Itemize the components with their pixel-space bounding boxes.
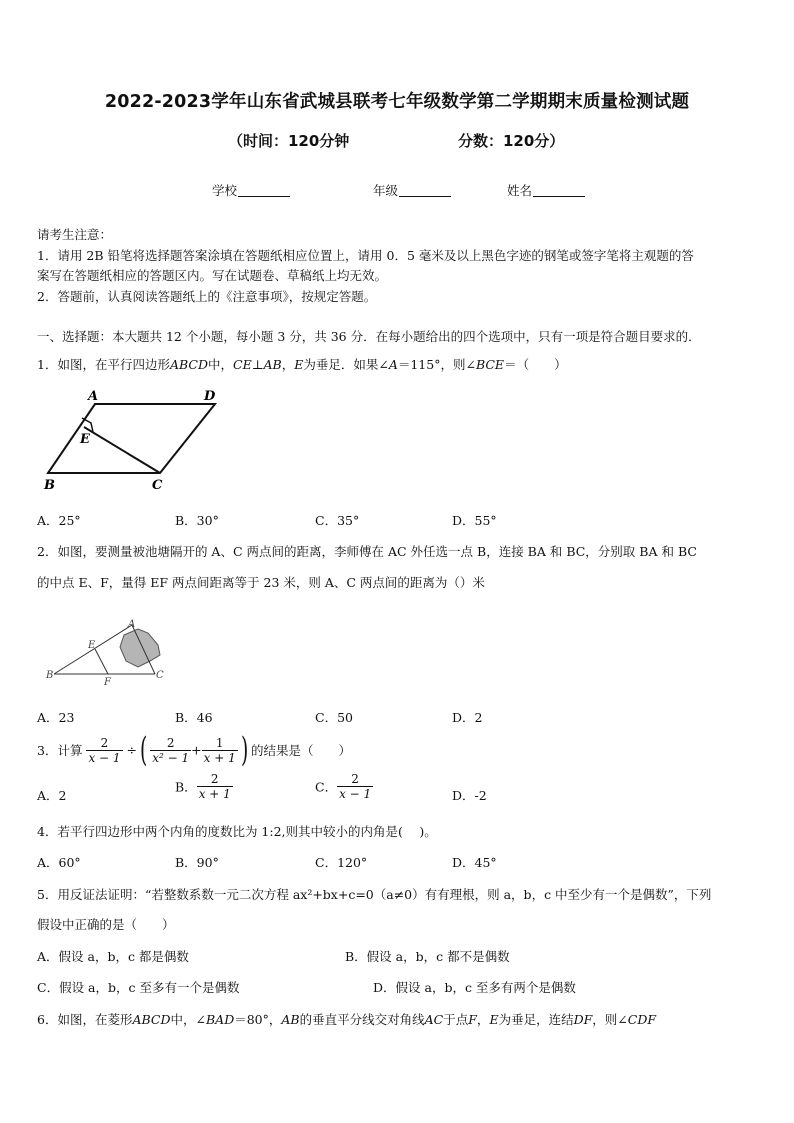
q5-option-b[interactable]: B．假设 a，b，c 都不是偶数 — [345, 949, 510, 964]
q6-ac: AC — [424, 1012, 444, 1027]
q4-option-d[interactable]: D．45° — [452, 855, 497, 870]
q2-option-c[interactable]: C．50 — [315, 710, 353, 725]
q1-option-b[interactable]: B．30° — [175, 513, 219, 528]
q3-option-b[interactable] — [175, 772, 233, 801]
q1-text: 如图，在平行四边形 — [57, 357, 170, 372]
q1-bce: BCE — [475, 357, 505, 372]
q4-option-a[interactable]: A．60° — [37, 855, 81, 870]
q3-fraction-1 — [86, 736, 122, 765]
notes-heading: 请考生注意： — [37, 227, 113, 242]
q4-option-c[interactable]: C．120° — [315, 855, 368, 870]
school-label: 学校 — [212, 183, 238, 198]
q1-abcd: ABCD — [169, 357, 208, 372]
q3-option-c-fraction — [337, 772, 373, 801]
q5-option-d[interactable]: D．假设 a，b，c 至多有两个是偶数 — [373, 980, 576, 995]
q3-suffix: 的结果是（ ） — [251, 743, 352, 758]
q6-text: ，则∠ — [592, 1012, 628, 1027]
q1-ab: AB — [263, 357, 282, 372]
q3-f2-num: 2 — [150, 736, 191, 751]
q3-f3-num: 1 — [202, 736, 238, 751]
q6-text: 中，∠ — [170, 1012, 206, 1027]
q1-number: 1． — [37, 357, 58, 372]
q3-f3-den: x + 1 — [203, 750, 236, 765]
note-line-2: 2．答题前，认真阅读答题纸上的《注意事项》，按规定答题。 — [37, 289, 377, 304]
section-heading: 一、选择题：本大题共 12 个小题，每小题 3 分，共 36 分．在每小题给出的四个选项中，只有一项是符合题目要求的． — [37, 329, 701, 344]
q1-label-c: C — [152, 478, 163, 493]
time-label: （时间：120分钟 — [228, 132, 350, 150]
q6-abcd: ABCD — [132, 1012, 171, 1027]
grade-blank[interactable] — [399, 184, 451, 197]
q3-div: ÷ — [126, 742, 137, 758]
q3-f2-den: x² − 1 — [152, 750, 190, 765]
grade-label: 年级 — [373, 183, 399, 198]
q1-option-d[interactable]: D．55° — [452, 513, 497, 528]
q3-option-a[interactable]: A．2 — [37, 788, 67, 803]
q2-label-e: E — [88, 640, 96, 651]
q6-bad: BAD — [205, 1012, 235, 1027]
note-line-1: 1．请用 2B 铅笔将选择题答案涂填在答题纸相应位置上，请用 0．5 毫米及以上黑色字迹的钢笔或签字笔将主观题的答 — [37, 248, 694, 263]
q5-option-c[interactable]: C．假设 a，b，c 至多有一个是偶数 — [37, 980, 240, 995]
q1-perp: ⊥ — [251, 357, 264, 372]
q3-option-c-den: x − 1 — [339, 787, 372, 801]
q2-option-d[interactable]: D．2 — [452, 710, 483, 725]
q2-label-f: F — [104, 677, 111, 685]
q4-stem: 4．若平行四边形中两个内角的度数比为 1:2,则其中较小的内角是( )。 — [37, 824, 437, 839]
q1-option-c[interactable]: C．35° — [315, 513, 360, 528]
q6-text: 为垂足，连结 — [498, 1012, 574, 1027]
q2-label-a: A — [128, 619, 136, 630]
q1-label-b: B — [44, 478, 55, 493]
q4-option-b[interactable]: B．90° — [175, 855, 219, 870]
q3-left-paren: ( — [139, 730, 148, 770]
score-label: 分数：120分） — [458, 132, 565, 150]
school-field — [212, 181, 290, 199]
q3-option-b-fraction — [197, 772, 233, 801]
q6-text: 于点 — [443, 1012, 469, 1027]
q1-text: 中， — [208, 357, 234, 372]
q1-text: 为垂足．如果∠ — [303, 357, 389, 372]
q6-text: ， — [476, 1012, 490, 1027]
q1-label-d: D — [204, 389, 216, 404]
q3-prefix: 3．计算 — [37, 743, 83, 758]
q5-line-2: 假设中正确的是（ ） — [37, 917, 175, 932]
q5-line-1: 5．用反证法证明：“若整数系数一元二次方程 ax²+bx+c=0（a≠0）有有理根，则 a，b，c 中至少有一个是偶数”，下列 — [37, 887, 712, 902]
q1-label-e: E — [80, 432, 90, 447]
q5-option-a[interactable]: A．假设 a，b，c 都是偶数 — [37, 949, 189, 964]
q1-a: A — [388, 357, 398, 372]
q1-option-a[interactable]: A．25° — [37, 513, 81, 528]
q2-label-b: B — [46, 670, 54, 681]
note-line-1b: 案写在答题纸相应的答题区内。写在试题卷、草稿纸上均无效。 — [37, 268, 388, 283]
q3-right-paren: ) — [240, 730, 249, 770]
q1-text: ， — [281, 357, 295, 372]
page-title: 2022-2023学年山东省武城县联考七年级数学第二学期期末质量检测试题 — [104, 92, 690, 112]
q3-option-b-den: x + 1 — [198, 787, 231, 801]
grade-field — [373, 181, 451, 199]
name-label: 姓名 — [507, 183, 533, 198]
q1-text: ＝115°，则∠ — [397, 357, 476, 372]
q1-label-a: A — [88, 389, 99, 404]
q6-text: ＝80°， — [234, 1012, 282, 1027]
q1-stem — [37, 355, 567, 373]
q3-option-b-num: 2 — [197, 772, 233, 787]
q3-fraction-3 — [202, 736, 238, 765]
q6-text: 6．如图，在菱形 — [37, 1012, 133, 1027]
q3-stem — [37, 730, 352, 770]
q3-option-d[interactable]: D．-2 — [452, 788, 487, 803]
q6-cdf: CDF — [627, 1012, 657, 1027]
name-field — [507, 181, 585, 199]
q6-df: DF — [573, 1012, 593, 1027]
q2-line-2: 的中点 E、F，量得 EF 两点间距离等于 23 米，则 A、C 两点间的距离为（）米 — [37, 575, 485, 590]
q6-text: 的垂直平分线交对角线 — [299, 1012, 425, 1027]
q2-option-a[interactable]: A．23 — [37, 710, 75, 725]
q3-option-c[interactable] — [315, 772, 373, 801]
q6-f: F — [468, 1012, 477, 1027]
q3-fraction-2 — [150, 736, 191, 765]
school-blank[interactable] — [238, 184, 290, 197]
q3-option-c-letter: C． — [315, 779, 338, 795]
q6-ab: AB — [281, 1012, 300, 1027]
q2-line-1: 2．如图，要测量被池塘隔开的 A、C 两点间的距离，李师傅在 AC 外任选一点 B，连接 BA 和 BC，分别取 BA 和 BC — [37, 544, 697, 559]
q3-f1-num: 2 — [86, 736, 122, 751]
q1-text: ＝（ ） — [504, 357, 567, 372]
q1-parallelogram-figure — [38, 385, 228, 495]
q3-option-b-letter: B． — [175, 779, 197, 795]
q3-plus: + — [191, 742, 202, 758]
q2-label-c: C — [156, 670, 164, 681]
name-blank[interactable] — [533, 184, 585, 197]
q2-pond-figure — [40, 615, 175, 685]
q3-option-c-num: 2 — [337, 772, 373, 787]
q6-stem — [37, 1010, 656, 1028]
q1-e: E — [294, 357, 304, 372]
q2-option-b[interactable]: B．46 — [175, 710, 213, 725]
q6-e: E — [489, 1012, 499, 1027]
q3-f1-den: x − 1 — [88, 750, 121, 765]
q1-ce: CE — [233, 357, 252, 372]
